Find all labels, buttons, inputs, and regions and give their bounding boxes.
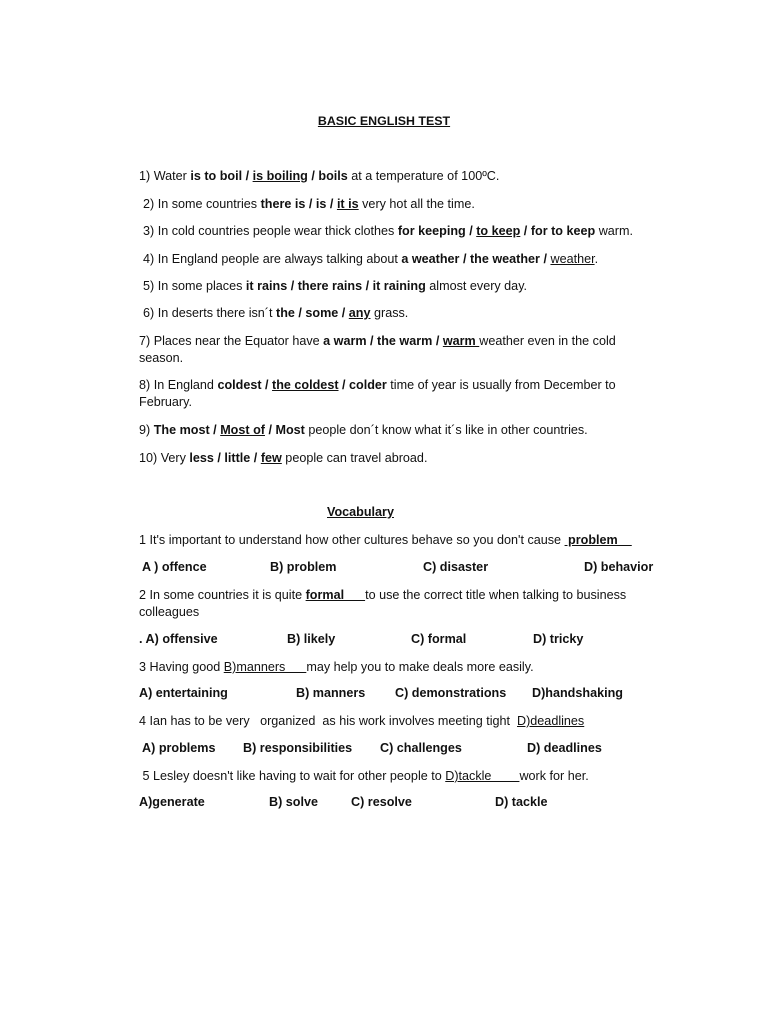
question-text: In England people are always talking about <box>157 252 402 266</box>
option-2-answer: Most of <box>220 423 265 437</box>
vocab-question-5 <box>139 768 589 785</box>
question-text-end: work for her. <box>519 769 589 783</box>
option-3-answer: any <box>348 306 371 320</box>
option-2: the weather <box>469 252 540 266</box>
question-text-end: people don´t know what it´s like in other countries. <box>304 423 588 437</box>
question-text-end: . <box>594 252 599 266</box>
question-number: 1) <box>139 169 151 183</box>
grammar-question-1 <box>139 168 499 185</box>
vocab-question-4 <box>139 713 584 730</box>
question-number: 7) <box>139 334 151 348</box>
grammar-question-6 <box>143 305 408 322</box>
option-separator: / <box>338 306 349 320</box>
grammar-question-3 <box>143 223 633 240</box>
question-text: 3 Having good <box>139 660 224 674</box>
vocab-3-option-d: D)handshaking <box>532 686 623 700</box>
option-3: Most <box>275 423 305 437</box>
option-3-answer: warm <box>442 334 480 348</box>
vocab-2-option-b: B) likely <box>287 632 336 646</box>
option-3: it raining <box>372 279 426 293</box>
option-separator: / <box>209 423 221 437</box>
question-text-end: grass. <box>370 306 409 320</box>
question-text: In some countries <box>157 197 261 211</box>
option-3: colder <box>349 378 387 392</box>
vocab-4-option-a: A) problems <box>139 741 216 755</box>
option-1: for keeping <box>397 224 466 238</box>
vocab-2-option-c: C) formal <box>411 632 467 646</box>
answer-blank: D)deadlines <box>517 714 585 728</box>
vocab-1-option-d: D) behavior <box>584 560 654 574</box>
option-separator: / <box>366 334 378 348</box>
option-3-answer: it is <box>336 197 359 211</box>
question-number: 2) <box>143 197 155 211</box>
option-1: there is <box>260 197 306 211</box>
question-text-end: very hot all the time. <box>358 197 475 211</box>
vocab-3-option-a: A) entertaining <box>139 686 228 700</box>
vocab-4-option-c: C) challenges <box>380 741 462 755</box>
question-number: 8) <box>139 378 151 392</box>
option-2-answer: the coldest <box>272 378 339 392</box>
question-text: In deserts there isn´t <box>157 306 276 320</box>
vocab-question-2 <box>139 587 669 621</box>
question-number: 10) <box>139 451 158 465</box>
option-separator: / <box>242 169 253 183</box>
option-1: coldest <box>217 378 262 392</box>
option-separator: / <box>250 451 261 465</box>
option-separator: / <box>305 197 316 211</box>
question-text: Very <box>160 451 190 465</box>
option-separator: / <box>307 169 319 183</box>
option-3: for to keep <box>530 224 596 238</box>
grammar-question-9 <box>139 422 588 439</box>
option-separator: / <box>520 224 531 238</box>
option-separator: / <box>213 451 225 465</box>
option-2: some <box>305 306 339 320</box>
question-number: 4) <box>143 252 155 266</box>
option-separator: / <box>264 423 276 437</box>
question-text: In England <box>153 378 218 392</box>
option-2: there rains <box>297 279 363 293</box>
question-number: 9) <box>139 423 151 437</box>
option-3: boils <box>318 169 348 183</box>
option-separator: / <box>432 334 443 348</box>
vocab-2-option-a: . A) offensive <box>139 632 218 646</box>
option-2: is <box>315 197 327 211</box>
option-1: less <box>189 451 214 465</box>
question-text-end: to use the correct title when talking to business colleagues <box>139 588 627 619</box>
option-3-answer: few <box>260 451 282 465</box>
option-1: a warm <box>323 334 367 348</box>
vocab-question-1 <box>139 532 632 549</box>
option-1: is to boil <box>190 169 243 183</box>
option-separator: / <box>459 252 470 266</box>
answer-blank: formal <box>305 588 366 602</box>
vocab-1-option-a: A ) offence <box>142 560 207 574</box>
question-text: 1 It's important to understand how other cultures behave so you don't cause <box>139 533 565 547</box>
option-separator: / <box>362 279 373 293</box>
grammar-question-5 <box>143 278 527 295</box>
page-title: BASIC ENGLISH TEST <box>317 114 451 128</box>
option-separator: / <box>326 197 337 211</box>
question-text: 4 Ian has to be very organized as his work involves meeting tight <box>139 714 518 728</box>
vocab-3-option-c: C) demonstrations <box>395 686 507 700</box>
option-1: the <box>276 306 295 320</box>
option-2-answer: to keep <box>476 224 521 238</box>
option-1: The most <box>153 423 210 437</box>
option-separator: / <box>338 378 350 392</box>
vocab-3-option-b: B) manners <box>296 686 366 700</box>
vocab-1-option-b: B) problem <box>270 560 337 574</box>
answer-blank: D)tackle <box>445 769 520 783</box>
grammar-question-4 <box>143 251 598 268</box>
grammar-question-10 <box>139 450 427 467</box>
question-number: 3) <box>143 224 155 238</box>
question-number: 5) <box>143 279 155 293</box>
option-1: it rains <box>245 279 288 293</box>
section-title-vocabulary: Vocabulary <box>327 505 394 519</box>
question-text: In cold countries people wear thick clothes <box>157 224 398 238</box>
vocab-4-option-d: D) deadlines <box>527 741 602 755</box>
option-separator: / <box>261 378 273 392</box>
question-text-end: time of year is usually from December to February. <box>139 378 616 409</box>
option-3-answer: weather <box>550 252 595 266</box>
option-separator: / <box>465 224 477 238</box>
question-text: Water <box>153 169 191 183</box>
vocab-5-option-c: C) resolve <box>351 795 412 809</box>
vocab-2-option-d: D) tricky <box>533 632 584 646</box>
option-separator: / <box>294 306 306 320</box>
question-text: In some places <box>157 279 246 293</box>
question-text-end: warm. <box>595 224 633 238</box>
vocab-5-option-d: D) tackle <box>495 795 548 809</box>
option-2-answer: is boiling <box>252 169 308 183</box>
vocab-question-3 <box>139 659 534 676</box>
vocab-4-option-b: B) responsibilities <box>243 741 353 755</box>
vocab-5-option-b: B) solve <box>269 795 318 809</box>
question-text: 2 In some countries it is quite <box>139 588 306 602</box>
question-number: 6) <box>143 306 155 320</box>
vocab-5-option-a: A)generate <box>139 795 205 809</box>
option-2: little <box>224 451 251 465</box>
question-text-end: people can travel abroad. <box>281 451 428 465</box>
question-text: 5 Lesley doesn't like having to wait for other people to <box>139 769 446 783</box>
grammar-question-2 <box>143 196 475 213</box>
vocab-1-option-c: C) disaster <box>423 560 489 574</box>
grammar-question-8 <box>139 377 659 411</box>
answer-blank: B)manners <box>223 660 307 674</box>
option-1: a weather <box>401 252 460 266</box>
question-text-end: almost every day. <box>425 279 528 293</box>
option-separator: / <box>539 252 551 266</box>
question-text-end: may help you to make deals more easily. <box>306 660 534 674</box>
option-2: the warm <box>377 334 433 348</box>
grammar-question-7 <box>139 333 659 367</box>
question-text: Places near the Equator have <box>153 334 324 348</box>
option-separator: / <box>287 279 298 293</box>
answer-blank: problem <box>564 533 632 547</box>
question-text-end: weather even in the cold season. <box>139 334 616 365</box>
question-text-end: at a temperature of 100ºC. <box>347 169 500 183</box>
